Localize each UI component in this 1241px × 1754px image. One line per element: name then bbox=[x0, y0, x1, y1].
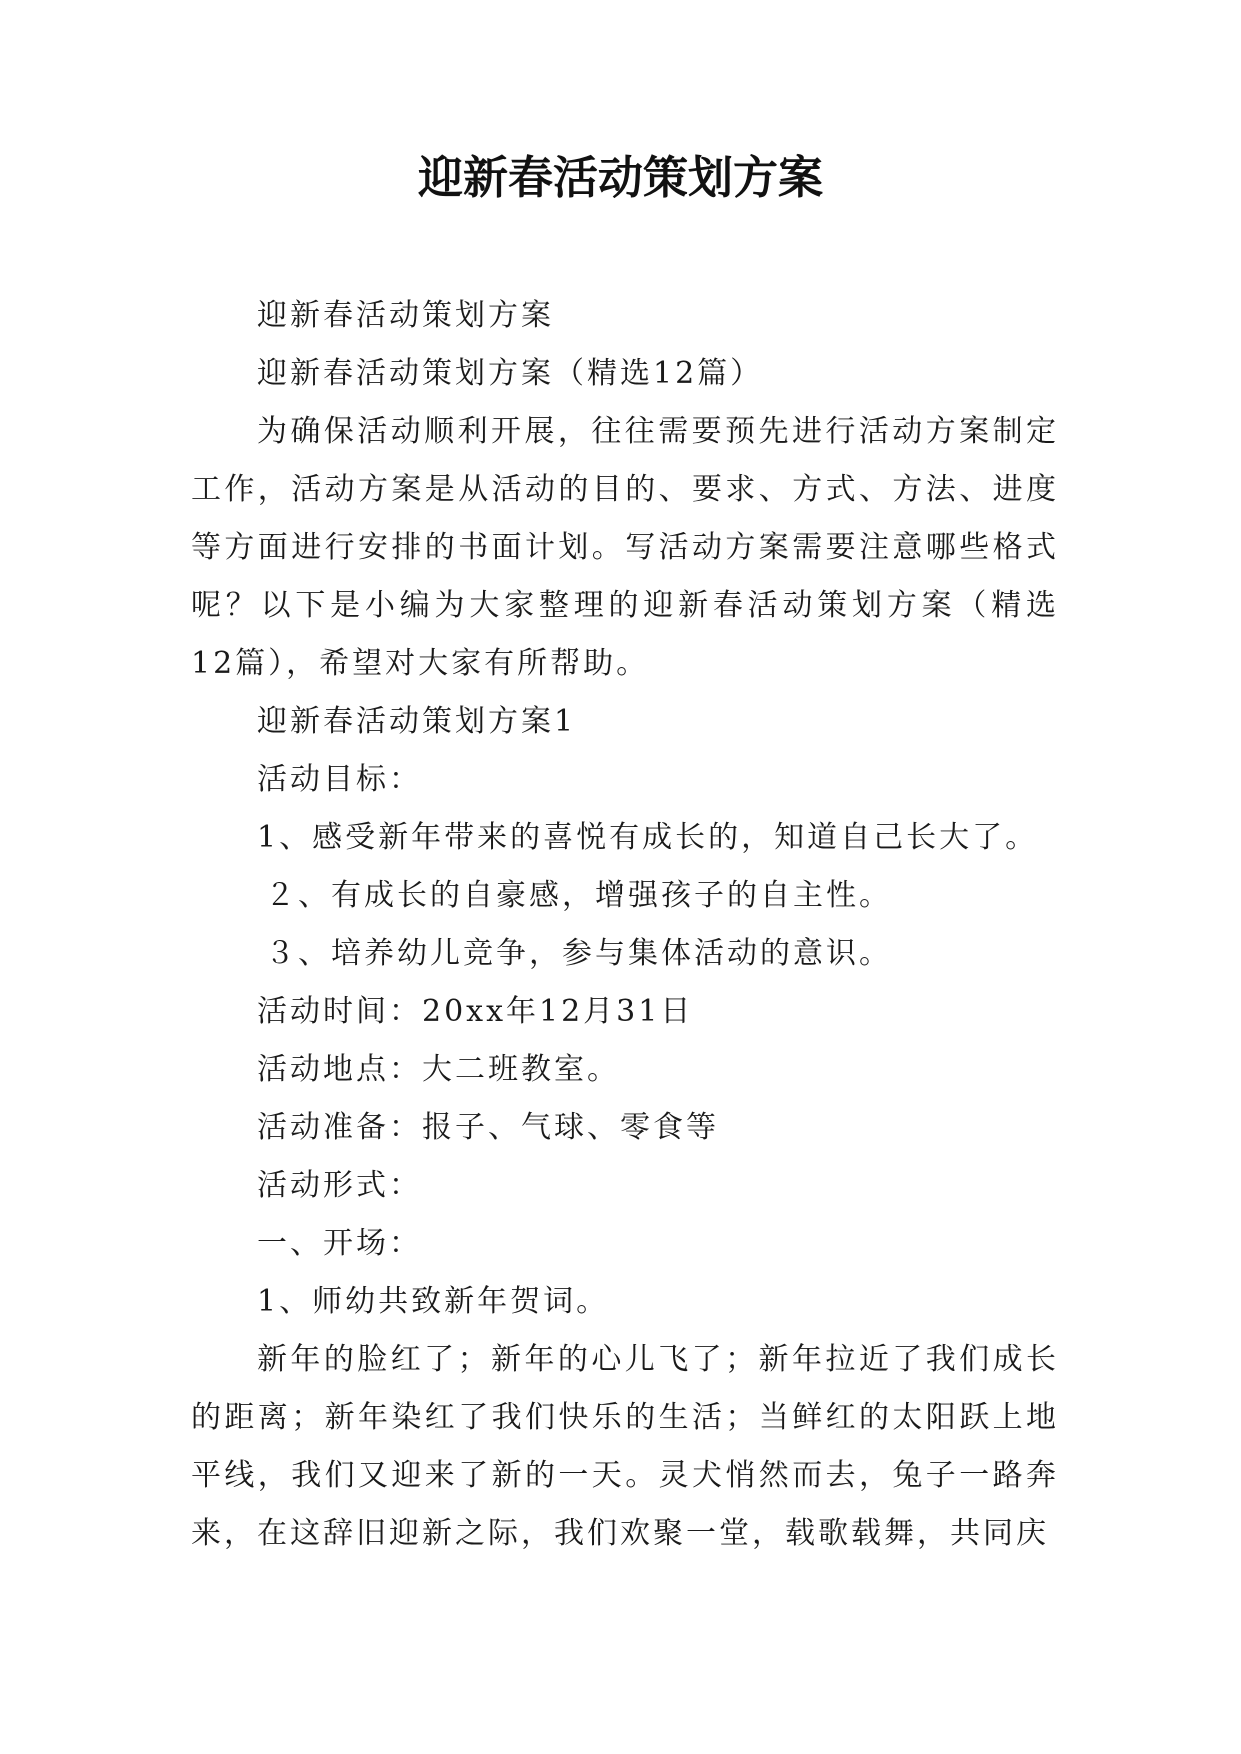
paragraph-time: 活动时间：20xx年12月31日 bbox=[257, 994, 694, 1029]
paragraph-subtitle: 迎新春活动策划方案 bbox=[257, 298, 554, 333]
paragraph-intro: 为确保活动顺利开展，往往需要预先进行活动方案制定工作，活动方案是从活动的目的、要求、方式、方法、进度等方面进行安排的书面计划。写活动方案需要注意哪些格式呢？以下是小编为大家整理的迎新春活动策划方案（精选12篇），希望对大家有所帮助。 bbox=[191, 414, 1059, 681]
document-title: 迎新春活动策划方案 bbox=[417, 151, 823, 204]
paragraph-goal-1: 1、感受新年带来的喜悦有成长的，知道自己长大了。 bbox=[257, 820, 1039, 855]
paragraph-goals-heading: 活动目标： bbox=[257, 762, 422, 797]
document-body bbox=[191, 287, 1059, 1563]
paragraph-location: 活动地点：大二班教室。 bbox=[257, 1052, 620, 1087]
paragraph-preparation: 活动准备：报子、气球、零食等 bbox=[257, 1110, 719, 1145]
paragraph-opening-item-1: 1、师幼共致新年贺词。 bbox=[257, 1284, 610, 1319]
paragraph-greeting-text: 新年的脸红了；新年的心儿飞了；新年拉近了我们成长的距离；新年染红了我们快乐的生活；当鲜红的太阳跃上地平线，我们又迎来了新的一天。灵犬悄然而去，兔子一路奔来，在这辞旧迎新之际，我们欢聚一堂，载歌载舞，共同庆 bbox=[191, 1342, 1059, 1551]
paragraph-goal-2: ２、有成长的自豪感，增强孩子的自主性。 bbox=[265, 878, 892, 913]
paragraph-plan-1-heading: 迎新春活动策划方案1 bbox=[257, 704, 577, 739]
paragraph-selection-title: 迎新春活动策划方案（精选12篇） bbox=[257, 356, 764, 391]
paragraph-goal-3: ３、培养幼儿竞争，参与集体活动的意识。 bbox=[265, 936, 892, 971]
paragraph-format-heading: 活动形式： bbox=[257, 1168, 422, 1203]
paragraph-opening-heading: 一、开场： bbox=[257, 1226, 422, 1261]
